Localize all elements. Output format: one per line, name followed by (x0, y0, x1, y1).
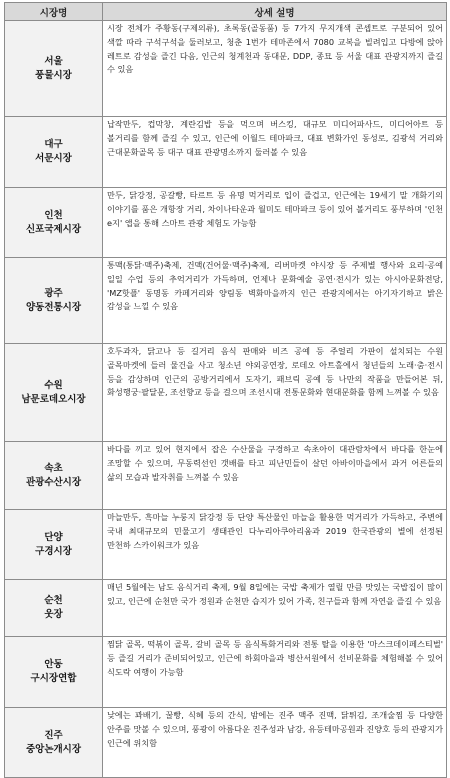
table-row (5, 580, 447, 637)
market-description: 매년 5월에는 남도 음식거리 축제, 9월 8일에는 국밥 축제가 열릴 만큼 맛있는 국밥집이 많이 있고, 인근에 순천만 국가 정원과 순천만 습지가 있어 가족, 친구들과 함께 자연을 즐길 수 있음 (103, 580, 447, 637)
market-name-cell (5, 708, 103, 778)
header-description: 상세 설명 (103, 3, 447, 21)
market-city: 단양 (44, 531, 63, 543)
market-name-cell (5, 21, 103, 117)
market-name: 서문시장 (35, 153, 72, 164)
table-row (5, 708, 447, 778)
market-name-cell (5, 344, 103, 442)
market-name: 남문로데오시장 (21, 393, 86, 405)
table-row (5, 258, 447, 344)
market-city: 대구 (44, 139, 63, 150)
market-city: 진주 (44, 729, 63, 741)
market-name: 구경시장 (35, 545, 72, 557)
market-description: 통맥(통닭·맥주)축제, 건맥(건어물·맥주)축제, 리버마켓 야시장 등 주제별 행사와 요리·공예 일일 수업 등의 추억거리가 가득하며, 언제나 문화예술 공연·전시가 있는 아시아문화전당, 'MZ핫플' 동명동 카페거리와 양림동 벽화마을까지 인근 관광지에서는 아기자기하고 밝은 감성을 느낄 수 있음 (103, 258, 447, 344)
table-row (5, 510, 447, 580)
market-description: 마늘만두, 흑마늘 누룽지 닭강정 등 단양 특산물인 마늘을 활용한 먹거리가 가득하고, 주변에 국내 최대규모의 민물고기 생태관인 다누리아쿠아리움과 2019 한국관광의 별에 선정된 만천하 스카이워크가 있음 (103, 510, 447, 580)
market-city: 속초 (44, 462, 63, 474)
market-name: 관광수산시장 (25, 476, 82, 488)
market-name-cell (5, 580, 103, 637)
market-name-cell (5, 188, 103, 258)
header-market-name: 시장명 (5, 3, 103, 21)
table-row (5, 21, 447, 117)
market-city: 서울 (44, 55, 63, 67)
market-description: 바다를 끼고 있어 현지에서 잡은 수산물을 구경하고 속초아이 대관람차에서 바다를 한눈에 조망할 수 있으며, 무동력선인 갯배를 타고 피난민들이 살던 아바이마을에서 과거 어른들의 삶의 모습과 발자취를 느껴볼 수 있음 (103, 442, 447, 510)
market-description: 시장 전체가 주황동(구제의류), 초록동(골동품) 등 7가지 무지개색 콘셉트로 구분되어 있어 색깔 따라 구석구석을 둘러보고, 청춘 1번가 테마존에서 7080 교복을 빌려입고 다방에 앉아 레트로 감성을 즐긴 다음, 인근의 청계천과 동대문, DDP, 종묘 등 서울 대표 관광지까지 즐길 수 있음 (103, 21, 447, 117)
market-name-cell (5, 117, 103, 188)
market-description: 만두, 닭강정, 공갈빵, 타르트 등 유명 먹거리로 입이 즐겁고, 인근에는 19세기 말 개화기의 이야기를 품은 개항장 거리, 차이나타운과 월미도 테마파크 등이 있어 볼거리도 풍부하며 '인천 e지' 앱을 통해 스마트 관광 체험도 가능함 (103, 188, 447, 258)
table-row (5, 637, 447, 708)
market-description: 찜닭 골목, 떡볶이 골목, 갈비 골목 등 음식특화거리와 전통 탈을 이용한 '마스크데이페스티벌' 등 즐길 거리가 준비되어있고, 인근에 하회마을과 병산서원에서 선비문화를 체험해볼 수 있어 식도락 여행이 가능함 (103, 637, 447, 708)
table-row (5, 344, 447, 442)
table-row (5, 117, 447, 188)
market-city: 인천 (44, 209, 63, 221)
market-name-cell (5, 637, 103, 708)
market-description: 낮에는 꽈배기, 꿀빵, 식혜 등의 간식, 밤에는 진주 맥주 진맥, 닭튀김, 조개술찜 등 다양한 안주를 맛볼 수 있으며, 풍광이 아름다운 진주성과 남강, 유등테마공원과 진양호 등의 관광지가 인근에 위치함 (103, 708, 447, 778)
market-city: 수원 (44, 379, 63, 391)
market-table (4, 2, 447, 778)
market-description: 호두과자, 닭고나 등 길거리 음식 판매와 비즈 공예 등 주얼리 가판이 설치되는 수원 골목마켓에 들러 물건을 사고 청소년 야외공연장, 로데오 아트홀에서 청년들의 노래·춤·전시 등을 감상하며 인근의 공방거리에서 도자기, 패브릭 공예 등 나만의 작품을 만들어본 뒤, 화성행궁·팔달문, 조선향교 등을 걸으며 조선시대 전통문화와 현대문화를 함께 느껴볼 수 있음 (103, 344, 447, 442)
market-name-cell (5, 258, 103, 344)
market-city: 광주 (44, 287, 63, 299)
table-header-row (5, 3, 447, 21)
market-name: 양동전통시장 (25, 301, 82, 313)
market-name: 웃장 (44, 609, 63, 620)
market-name: 풍물시장 (35, 69, 72, 81)
market-name-cell (5, 510, 103, 580)
table-row (5, 442, 447, 510)
market-description: 납작만두, 컵막창, 계란김밥 등을 먹으며 버스킹, 대규모 미디어파사드, 미디어아트 등 볼거리를 함께 즐길 수 있고, 인근에 이월드 테마파크, 대표 변화가인 동성로, 김광석 거리와 근대문화골목 등 대구 대표 관광명소까지 둘러볼 수 있음 (103, 117, 447, 188)
market-city: 순천 (44, 595, 63, 606)
market-name: 구시장연합 (30, 673, 77, 684)
market-name-cell (5, 442, 103, 510)
market-city: 안동 (44, 659, 63, 670)
market-name: 신포국제시장 (25, 223, 82, 235)
table-row (5, 188, 447, 258)
market-name: 중앙논개시장 (25, 743, 82, 755)
